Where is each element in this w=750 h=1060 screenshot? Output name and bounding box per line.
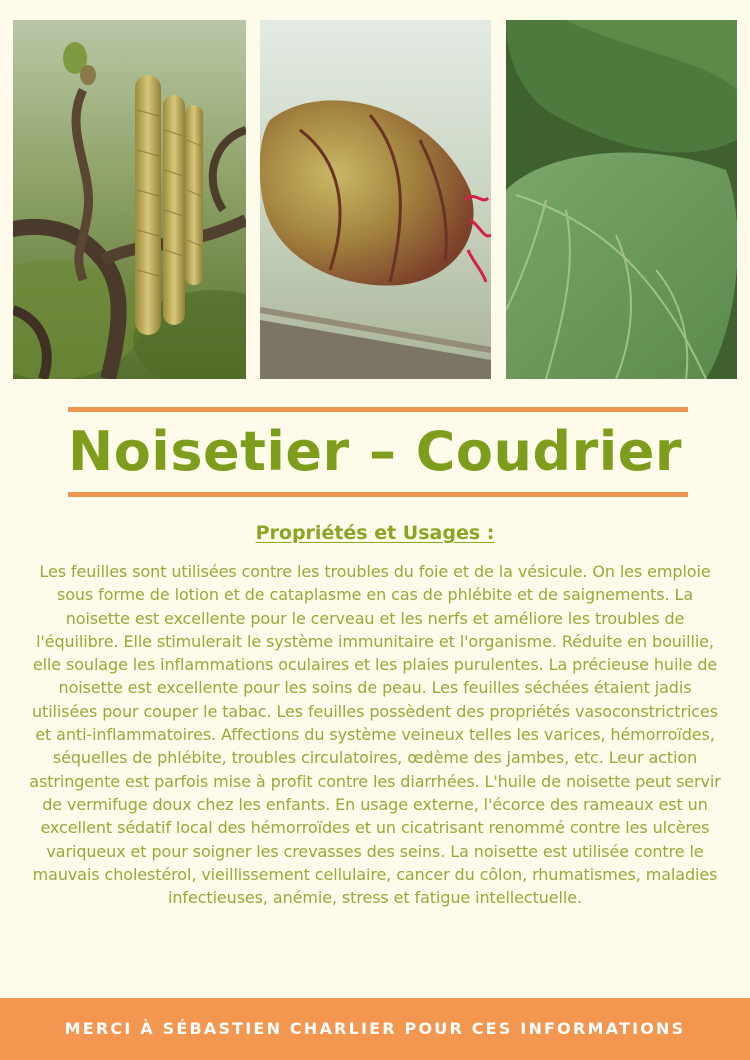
section-subtitle: Propriétés et Usages : [255,522,495,544]
top-divider [68,407,688,412]
properties-paragraph: Les feuilles sont utilisées contre les troubles du foie et de la vésicule. On les emploie sous forme de lotion et de cataplasme en cas de phlébite et de saignements. La noisette est excellente pour le cerveau et les nerfs et améliore les troubles de l'équilibre. Elle stimulerait le système immunitaire et l'organisme. Réduite en bouillie, elle soulage les inflammations oculaires et les plaies purulentes. La précieuse huile de noisette est excellente pour les soins de peau. Les feuilles séchées étaient jadis utilisées pour couper le tabac. Les feuilles possèdent des propriétés vasoconstrictrices et anti-inflammatoires. Affections du système veineux telles les varices, hémorroïdes, séquelles de phlébite, troubles circulatoires, œdème des jambes, etc. Leur action astringente est parfois mise à profit contre les diarrhées. L'huile de noisette peut servir de vermifuge doux chez les enfants. En usage externe, l'écorce des rameaux est un excellent sédatif local des hémorroïdes et un cicatrisant renommé contre les ulcères variqueux et pour soigner les crevasses des seins. La noisette est utilisée contre le mauvais cholestérol, vieillissement cellulaire, cancer du côlon, rhumatismes, maladies infectieuses, anémie, stress et fatigue intellectuelle. [29,562,721,908]
page-title: Noisetier – Coudrier [68,420,682,483]
bottom-divider [68,492,688,497]
footer-credit: MERCI À SÉBASTIEN CHARLIER POUR CES INFORMATIONS [64,1019,686,1038]
hazel-catkins-photo [13,20,246,379]
footer-banner [0,998,750,1060]
hazel-bud-photo [260,20,491,379]
hazel-leaf-photo [506,20,737,379]
